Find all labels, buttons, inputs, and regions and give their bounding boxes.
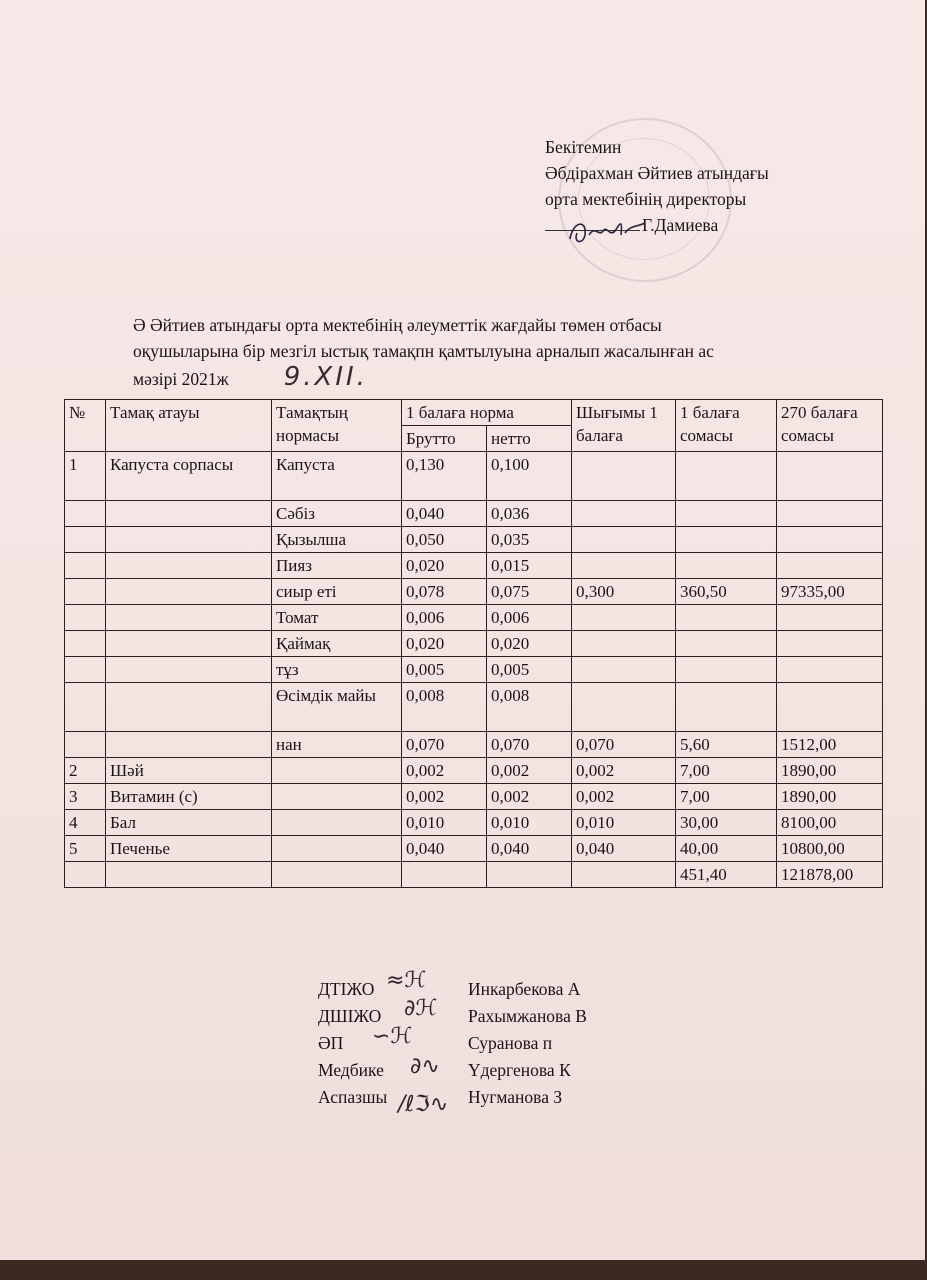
cell-sum270 <box>777 553 883 579</box>
cell-brutto: 0,020 <box>402 631 487 657</box>
header-sum270: 270 балаға сомасы <box>777 400 883 452</box>
cell-brutto <box>402 862 487 888</box>
cell-name: Витамин (с) <box>106 784 272 810</box>
cell-norm: сиыр еті <box>272 579 402 605</box>
cell-yield <box>572 657 676 683</box>
signature-scribble-3: ∽ℋ <box>372 1024 413 1049</box>
cell-norm: Сәбіз <box>272 501 402 527</box>
cell-name: Шәй <box>106 758 272 784</box>
cell-netto: 0,040 <box>487 836 572 862</box>
cell-brutto: 0,078 <box>402 579 487 605</box>
cell-sum1 <box>676 553 777 579</box>
cell-brutto: 0,010 <box>402 810 487 836</box>
header-num: № <box>65 400 106 452</box>
cell-sum270: 1512,00 <box>777 732 883 758</box>
signature-scribble-2: ∂ℋ <box>404 996 438 1021</box>
signature-role: ДТІЖО <box>318 979 375 999</box>
signature-role: ӘП <box>318 1033 344 1053</box>
table-row <box>65 758 883 784</box>
cell-brutto: 0,002 <box>402 758 487 784</box>
cell-norm <box>272 810 402 836</box>
signature-name: Суранова п <box>468 1033 553 1053</box>
signature-name: Үдергенова К <box>468 1060 571 1080</box>
table-row <box>65 501 883 527</box>
signature-role: Аспазшы <box>318 1087 388 1107</box>
cell-norm <box>272 836 402 862</box>
cell-yield: 0,070 <box>572 732 676 758</box>
cell-norm: нан <box>272 732 402 758</box>
cell-sum1 <box>676 527 777 553</box>
table-row <box>65 605 883 631</box>
cell-yield <box>572 452 676 501</box>
cell-norm: Өсімдік майы <box>272 683 402 732</box>
cell-sum1 <box>676 452 777 501</box>
cell-norm: Капуста <box>272 452 402 501</box>
cell-brutto: 0,050 <box>402 527 487 553</box>
cell-norm: Пияз <box>272 553 402 579</box>
heading-line-3 <box>133 364 823 392</box>
cell-netto: 0,010 <box>487 810 572 836</box>
cell-netto: 0,036 <box>487 501 572 527</box>
cell-sum1 <box>676 501 777 527</box>
cell-num <box>65 683 106 732</box>
cell-brutto: 0,005 <box>402 657 487 683</box>
menu-table <box>64 399 883 888</box>
header-norm: Тамақтың нормасы <box>272 400 402 452</box>
cell-norm <box>272 784 402 810</box>
heading-line-2: оқушыларына бір мезгіл ыстық тамақпн қамтылуына арналып жасалынған ас <box>133 341 714 361</box>
cell-num: 5 <box>65 836 106 862</box>
cell-yield <box>572 683 676 732</box>
cell-norm <box>272 758 402 784</box>
cell-num <box>65 657 106 683</box>
header-name: Тамақ атауы <box>106 400 272 452</box>
cell-sum1 <box>676 683 777 732</box>
signature-name: Инкарбекова А <box>468 979 581 999</box>
signature-scribble-4: ∂∿ <box>410 1054 440 1079</box>
cell-name <box>106 862 272 888</box>
approval-title: Бекітемин <box>545 137 622 157</box>
heading-line-1: Ә Әйтиев атындағы орта мектебінің әлеуметтік жағдайы төмен отбасы <box>133 315 662 335</box>
cell-sum1 <box>676 631 777 657</box>
cell-netto: 0,020 <box>487 631 572 657</box>
cell-name: Капуста сорпасы <box>106 452 272 501</box>
table-header-row <box>65 400 883 426</box>
director-name: Г.Дамиева <box>642 215 719 235</box>
table-row <box>65 810 883 836</box>
cell-brutto: 0,070 <box>402 732 487 758</box>
cell-norm <box>272 862 402 888</box>
cell-sum270 <box>777 605 883 631</box>
cell-netto <box>487 862 572 888</box>
cell-brutto: 0,130 <box>402 452 487 501</box>
header-per-child: 1 балаға норма <box>402 400 572 426</box>
heading-menu-year: мәзірі 2021ж <box>133 369 229 389</box>
cell-name <box>106 579 272 605</box>
cell-num <box>65 553 106 579</box>
cell-num <box>65 579 106 605</box>
table-row <box>65 579 883 605</box>
cell-yield <box>572 862 676 888</box>
header-yield: Шығымы 1 балаға <box>572 400 676 452</box>
table-row <box>65 836 883 862</box>
cell-brutto: 0,006 <box>402 605 487 631</box>
cell-num <box>65 631 106 657</box>
cell-name <box>106 631 272 657</box>
cell-num <box>65 605 106 631</box>
cell-yield: 0,002 <box>572 784 676 810</box>
table-row <box>65 784 883 810</box>
cell-num: 2 <box>65 758 106 784</box>
cell-norm: Қаймақ <box>272 631 402 657</box>
cell-sum270 <box>777 527 883 553</box>
cell-netto: 0,075 <box>487 579 572 605</box>
cell-brutto: 0,002 <box>402 784 487 810</box>
header-sum1: 1 балаға сомасы <box>676 400 777 452</box>
cell-num <box>65 732 106 758</box>
cell-sum270: 8100,00 <box>777 810 883 836</box>
table-row <box>65 683 883 732</box>
cell-norm: Қызылша <box>272 527 402 553</box>
cell-brutto: 0,040 <box>402 836 487 862</box>
approval-school: Әбдірахман Әйтиев атындағы <box>545 163 769 183</box>
cell-sum1: 360,50 <box>676 579 777 605</box>
cell-netto: 0,070 <box>487 732 572 758</box>
cell-brutto: 0,020 <box>402 553 487 579</box>
cell-yield <box>572 553 676 579</box>
cell-sum1: 30,00 <box>676 810 777 836</box>
cell-name <box>106 501 272 527</box>
cell-sum1: 7,00 <box>676 758 777 784</box>
cell-netto: 0,015 <box>487 553 572 579</box>
table-row <box>65 862 883 888</box>
table-row <box>65 553 883 579</box>
cell-sum1 <box>676 605 777 631</box>
cell-name: Бал <box>106 810 272 836</box>
signature-role: ДШІЖО <box>318 1006 382 1026</box>
cell-num: 3 <box>65 784 106 810</box>
cell-netto: 0,002 <box>487 784 572 810</box>
cell-sum270 <box>777 683 883 732</box>
cell-yield <box>572 631 676 657</box>
header-netto: нетто <box>487 426 572 452</box>
cell-brutto: 0,040 <box>402 501 487 527</box>
cell-yield <box>572 527 676 553</box>
cell-name: Печенье <box>106 836 272 862</box>
cell-netto: 0,006 <box>487 605 572 631</box>
table-row <box>65 631 883 657</box>
cell-sum270 <box>777 501 883 527</box>
cell-netto: 0,005 <box>487 657 572 683</box>
cell-sum270: 121878,00 <box>777 862 883 888</box>
signature-role: Медбике <box>318 1060 384 1080</box>
cell-sum270 <box>777 657 883 683</box>
cell-netto: 0,008 <box>487 683 572 732</box>
cell-name <box>106 657 272 683</box>
cell-name <box>106 605 272 631</box>
cell-sum270 <box>777 631 883 657</box>
table-row <box>65 732 883 758</box>
cell-sum1: 7,00 <box>676 784 777 810</box>
cell-num: 1 <box>65 452 106 501</box>
cell-num <box>65 862 106 888</box>
document-heading <box>133 312 823 392</box>
cell-sum270: 1890,00 <box>777 758 883 784</box>
cell-netto: 0,035 <box>487 527 572 553</box>
cell-sum1: 40,00 <box>676 836 777 862</box>
approval-position: орта мектебінің директоры <box>545 189 747 209</box>
cell-name <box>106 527 272 553</box>
cell-name <box>106 732 272 758</box>
signature-scribble-5: /ℓℑ∿ <box>398 1092 449 1117</box>
header-brutto: Брутто <box>402 426 487 452</box>
cell-sum270: 97335,00 <box>777 579 883 605</box>
cell-name <box>106 553 272 579</box>
cell-netto: 0,002 <box>487 758 572 784</box>
table-row <box>65 452 883 501</box>
cell-yield: 0,040 <box>572 836 676 862</box>
cell-num <box>65 527 106 553</box>
cell-num: 4 <box>65 810 106 836</box>
cell-yield <box>572 501 676 527</box>
cell-sum1: 5,60 <box>676 732 777 758</box>
handwritten-date: 9.XII. <box>283 362 368 392</box>
table-row <box>65 657 883 683</box>
table-row <box>65 527 883 553</box>
cell-yield <box>572 605 676 631</box>
cell-sum270 <box>777 452 883 501</box>
signature-name: Рахымжанова В <box>468 1006 587 1026</box>
cell-num <box>65 501 106 527</box>
cell-netto: 0,100 <box>487 452 572 501</box>
cell-yield: 0,010 <box>572 810 676 836</box>
signature-scribble-1: ≈ℋ <box>386 968 427 993</box>
cell-sum270: 1890,00 <box>777 784 883 810</box>
cell-sum270: 10800,00 <box>777 836 883 862</box>
cell-sum1 <box>676 657 777 683</box>
cell-name <box>106 683 272 732</box>
cell-sum1: 451,40 <box>676 862 777 888</box>
cell-yield: 0,300 <box>572 579 676 605</box>
cell-yield: 0,002 <box>572 758 676 784</box>
cell-norm: тұз <box>272 657 402 683</box>
signature-name: Нугманова З <box>468 1087 563 1107</box>
cell-brutto: 0,008 <box>402 683 487 732</box>
director-signature <box>565 215 655 249</box>
cell-norm: Томат <box>272 605 402 631</box>
